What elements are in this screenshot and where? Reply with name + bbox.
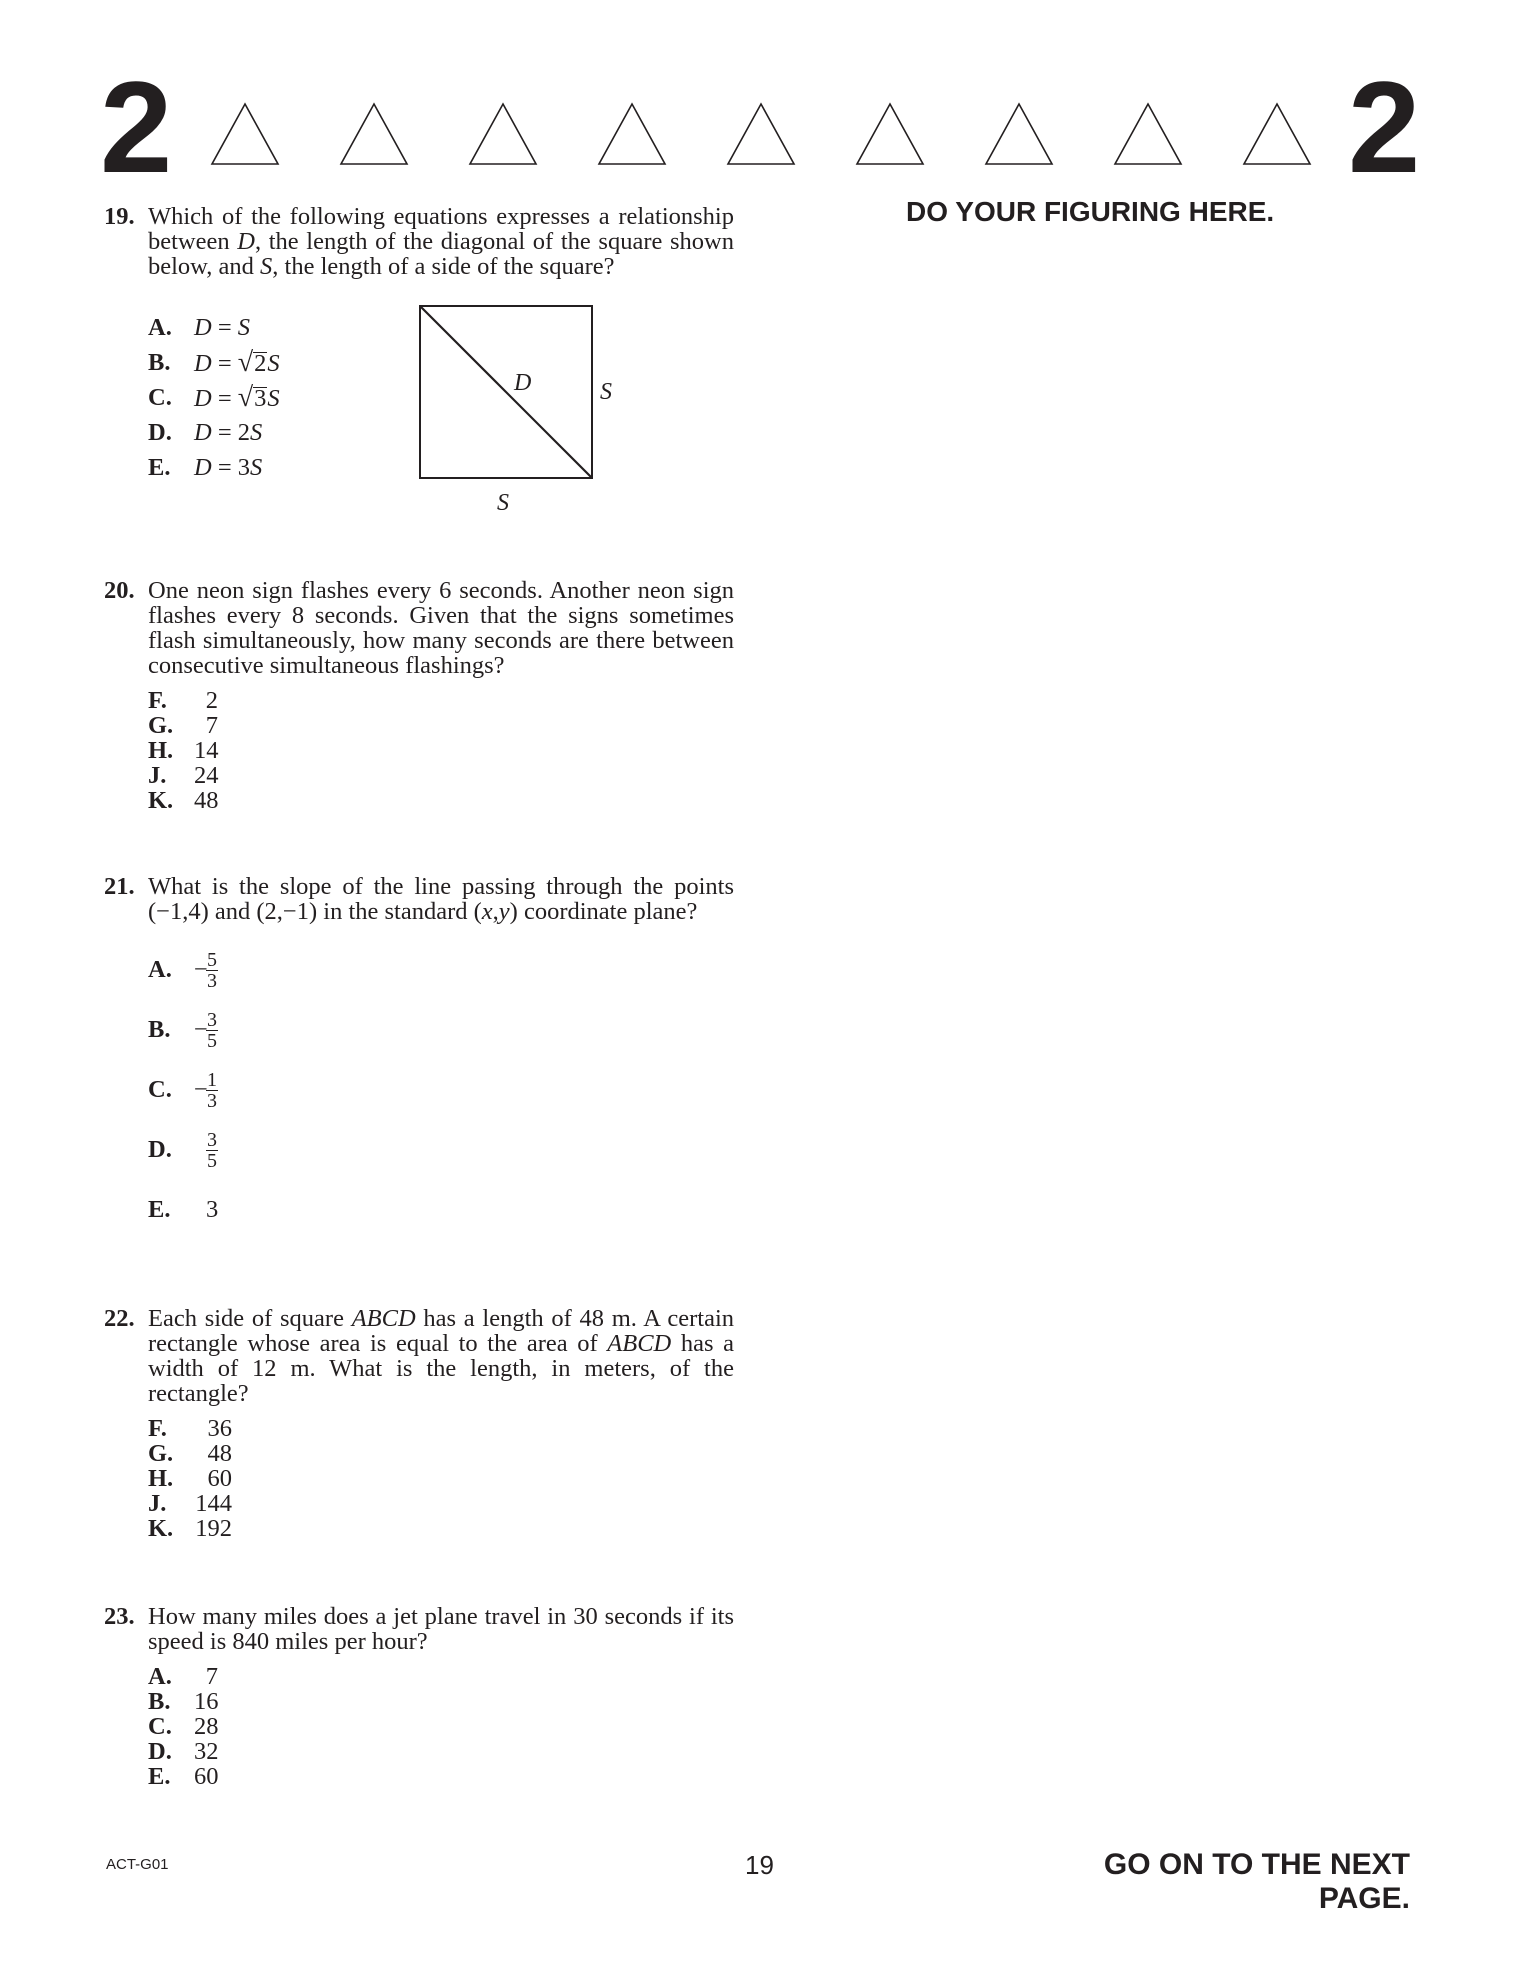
triangle-outline-icon	[726, 102, 796, 166]
answer-option[interactable]: C. D = √ 3 S	[148, 382, 280, 413]
side-label-bottom: S	[497, 490, 509, 516]
form-code: ACT-G01	[106, 1856, 169, 1873]
answer-option[interactable]: E. D = 3S	[148, 454, 263, 481]
section-number-right: 2	[1348, 54, 1419, 200]
triangle-outline-icon	[468, 102, 538, 166]
triangle-outline-icon	[855, 102, 925, 166]
question-number: 20.	[104, 577, 135, 604]
question-number: 21.	[104, 873, 135, 900]
answer-option[interactable]: E. 3	[148, 1196, 219, 1223]
answer-option[interactable]: B. − $\frac{3}{5}$	[148, 1008, 217, 1052]
answer-option[interactable]: K. 192	[148, 1515, 232, 1542]
answer-option[interactable]: A. 7	[148, 1663, 218, 1690]
answer-options	[148, 1416, 736, 1541]
answer-option[interactable]: C. − $\frac{1}{3}$	[148, 1068, 217, 1112]
question-number: 19.	[104, 203, 135, 230]
question-23	[104, 1604, 736, 1789]
answer-option[interactable]: J. 144	[148, 1490, 232, 1517]
answer-option[interactable]: A. D = S	[148, 314, 251, 341]
answer-option[interactable]: H. 60	[148, 1465, 232, 1492]
triangle-outline-icon	[1242, 102, 1312, 166]
side-label-right: S	[600, 379, 612, 405]
triangle-outline-icon	[1113, 102, 1183, 166]
answer-options	[148, 946, 736, 1234]
triangle-outline-icon	[339, 102, 409, 166]
fraction: $\frac{1}{3}$	[207, 1068, 217, 1112]
answer-option[interactable]: G. 7	[148, 712, 218, 739]
question-text: How many miles does a jet plane travel in 30 seconds if its speed is 840 miles per hour?	[148, 1603, 734, 1655]
answer-option[interactable]: G. 48	[148, 1440, 232, 1467]
diagonal-label: D	[514, 370, 532, 396]
answer-option[interactable]: A. − $\frac{5}{3}$	[148, 948, 217, 992]
question-text: Which of the following equations expresses a relationship between D, the length of the diagonal of the square shown below, and S, the length of a side of the square?	[148, 203, 734, 280]
question-text: Each side of square ABCD has a length of 48 m. A certain rectangle whose area is equal to the area of ABCD has a width of 12 m. What is the length, in meters, of the rectangle?	[148, 1305, 735, 1407]
question-21	[104, 874, 736, 1246]
answer-option[interactable]: E. 60	[148, 1763, 219, 1790]
answer-option[interactable]: H. 14	[148, 737, 219, 764]
fraction: $\frac{3}{5}$	[207, 1008, 217, 1052]
answer-option[interactable]: D. $\frac{3}{5}$	[148, 1128, 217, 1172]
figuring-label: DO YOUR FIGURING HERE.	[906, 196, 1275, 227]
question-number: 22.	[104, 1305, 135, 1332]
answer-option[interactable]: D. 32	[148, 1738, 219, 1765]
page-number: 19	[745, 1850, 774, 1880]
triangle-outline-icon	[597, 102, 667, 166]
triangle-outline-icon	[210, 102, 280, 166]
triangle-divider	[200, 102, 1320, 172]
question-text: What is the slope of the line passing through the points (−1,4) and (2,−1) in the standard (x,y) coordinate plane?	[148, 873, 734, 925]
fraction: $\frac{3}{5}$	[207, 1128, 217, 1172]
question-number: 23.	[104, 1603, 135, 1630]
answer-option[interactable]: B. 16	[148, 1688, 219, 1715]
answer-option[interactable]: F. 2	[148, 687, 218, 714]
answer-option[interactable]: F. 36	[148, 1415, 232, 1442]
square-root: √ 3	[237, 382, 267, 413]
answer-option[interactable]: C. 28	[148, 1713, 219, 1740]
question-20	[104, 578, 736, 813]
answer-options	[148, 688, 736, 813]
square-root: √ 2	[237, 347, 267, 378]
section-number-left: 2	[100, 54, 171, 200]
answer-option[interactable]: J. 24	[148, 762, 219, 789]
answer-option[interactable]: B. D = √ 2 S	[148, 347, 280, 378]
question-text: One neon sign flashes every 6 seconds. Another neon sign flashes every 8 seconds. Given that the signs sometimes flash simultaneously, how many seconds are there between consecutive simultaneous flashings?	[148, 577, 734, 679]
answer-options	[148, 1664, 736, 1789]
fraction: $\frac{5}{3}$	[207, 948, 217, 992]
answer-option[interactable]: D. D = 2S	[148, 419, 263, 446]
next-page-instruction: GO ON TO THE NEXT PAGE.	[1103, 1848, 1410, 1915]
square-diagram	[412, 298, 632, 528]
answer-option[interactable]: K. 48	[148, 787, 219, 814]
question-22	[104, 1306, 736, 1541]
triangle-outline-icon	[984, 102, 1054, 166]
